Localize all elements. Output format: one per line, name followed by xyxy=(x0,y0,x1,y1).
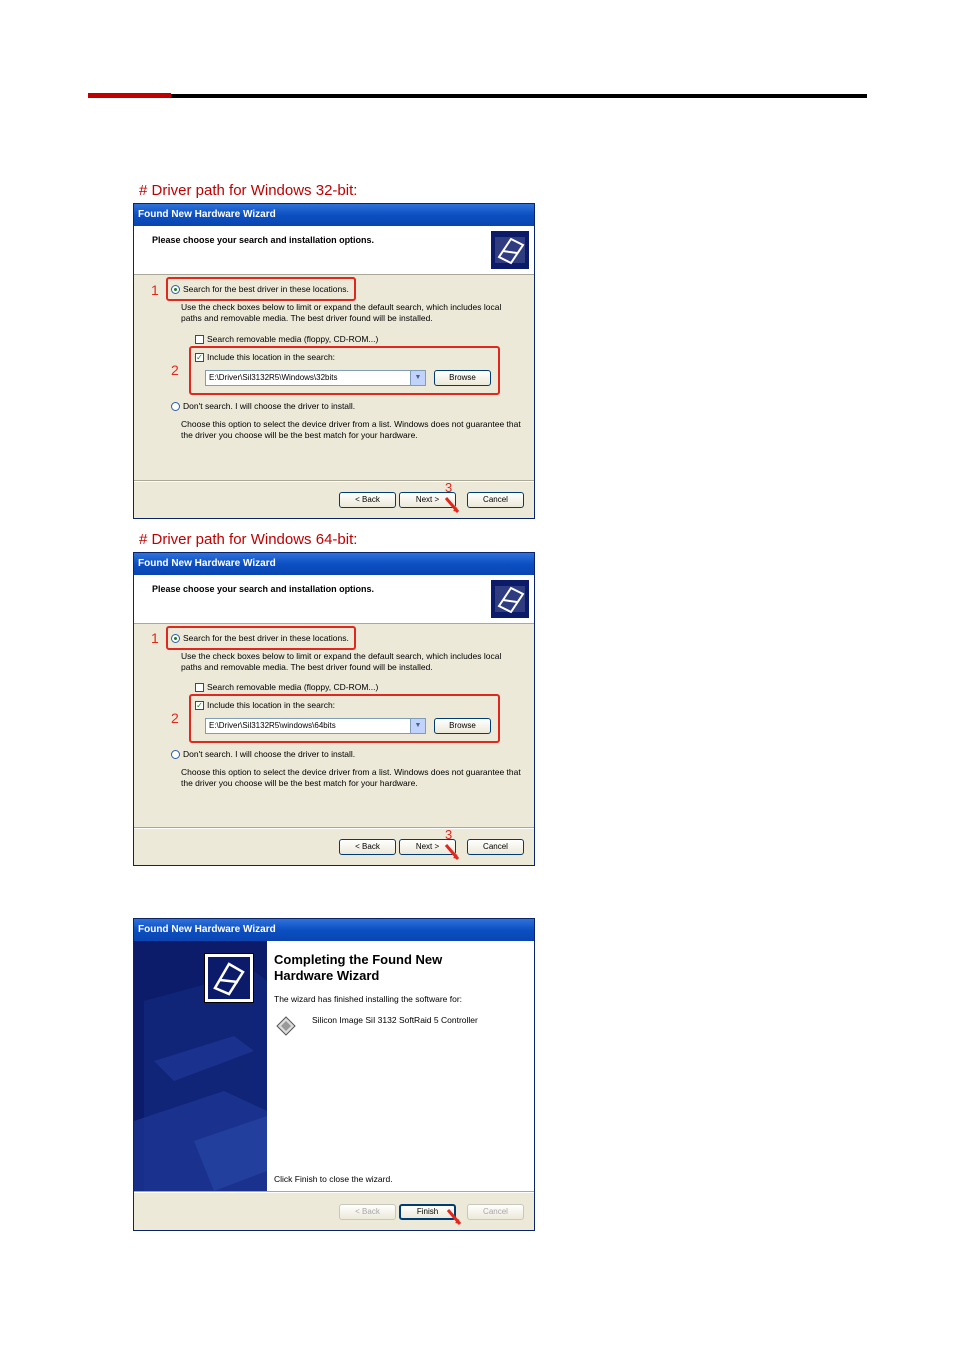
checkbox-include-location[interactable]: ✓ xyxy=(196,701,203,710)
pointer-arrow-icon xyxy=(444,496,460,516)
search-help-line-2: paths and removable media. The best driver found will be installed. xyxy=(181,313,433,323)
option-dont-search-label: Don't search. I will choose the driver to install. xyxy=(183,749,356,759)
wizard-completion-dialog xyxy=(133,918,535,1231)
chevron-down-icon[interactable]: ▼ xyxy=(410,371,425,385)
wizard-dialog-64bit xyxy=(133,552,535,866)
wizard-sidebar-graphic xyxy=(134,941,267,1191)
search-help-line-2: paths and removable media. The best driver found will be installed. xyxy=(181,662,433,672)
location-path-combo[interactable] xyxy=(205,370,426,386)
include-location-label: Include this location in the search: xyxy=(207,700,336,710)
cancel-button[interactable]: Cancel xyxy=(467,839,524,855)
completion-content xyxy=(267,941,534,1191)
dialog-titlebar[interactable]: Found New Hardware Wizard xyxy=(134,919,534,941)
dialog-titlebar[interactable]: Found New Hardware Wizard xyxy=(134,553,534,575)
pointer-arrow-icon xyxy=(444,843,460,863)
dialog-titlebar[interactable]: Found New Hardware Wizard xyxy=(134,204,534,226)
button-separator xyxy=(134,827,534,829)
back-button[interactable]: < Back xyxy=(339,492,396,508)
removable-media-label: Search removable media (floppy, CD-ROM...) xyxy=(207,682,379,692)
section-title-32bit: # Driver path for Windows 32-bit: xyxy=(139,182,358,199)
browse-button[interactable]: Browse xyxy=(434,370,491,386)
step-marker-3: 3 xyxy=(445,480,453,495)
completion-heading-line-1: Completing the Found New xyxy=(274,952,443,967)
chevron-down-icon[interactable]: ▼ xyxy=(410,719,425,733)
finished-text: The wizard has finished installing the software for: xyxy=(274,994,463,1004)
search-help-line-1: Use the check boxes below to limit or expand the default search, which includes local xyxy=(181,651,502,661)
radio-search-best[interactable] xyxy=(171,634,180,643)
checkbox-removable-media[interactable] xyxy=(195,683,204,692)
location-path-value: E:\Driver\Sil3132R5\windows\64bits xyxy=(209,721,336,730)
location-path-value: E:\Driver\Sil3132R5\Windows\32bits xyxy=(209,373,338,382)
step-marker-2: 2 xyxy=(171,710,179,726)
option-search-label: Search for the best driver in these locations. xyxy=(183,633,349,643)
dont-help-line-1: Choose this option to select the device driver from a list. Windows does not guarantee that xyxy=(181,767,521,777)
dont-help-line-1: Choose this option to select the device driver from a list. Windows does not guarantee that xyxy=(181,419,521,429)
dialog-banner xyxy=(134,575,534,624)
back-button[interactable]: < Back xyxy=(339,1204,396,1220)
close-instruction: Click Finish to close the wizard. xyxy=(274,1174,393,1184)
banner-heading: Please choose your search and installation options. xyxy=(152,584,375,594)
step-marker-1: 1 xyxy=(151,630,159,646)
step-marker-2: 2 xyxy=(171,362,179,378)
hardware-wizard-icon xyxy=(491,580,529,618)
search-help-line-1: Use the check boxes below to limit or expand the default search, which includes local xyxy=(181,302,502,312)
removable-media-label: Search removable media (floppy, CD-ROM...) xyxy=(207,334,379,344)
next-button[interactable]: Next > xyxy=(399,839,456,855)
finish-button[interactable]: Finish xyxy=(399,1204,456,1220)
include-location-label: Include this location in the search: xyxy=(207,352,336,362)
option-dont-search-label: Don't search. I will choose the driver to install. xyxy=(183,401,356,411)
step-marker-3: 3 xyxy=(445,827,453,842)
section-title-64bit: # Driver path for Windows 64-bit: xyxy=(139,531,358,548)
button-separator xyxy=(134,1191,534,1193)
banner-heading: Please choose your search and installation options. xyxy=(152,235,375,245)
dont-help-line-2: the driver you choose will be the best match for your hardware. xyxy=(181,430,418,440)
device-icon xyxy=(275,1015,297,1037)
step-marker-1: 1 xyxy=(151,282,159,298)
button-separator xyxy=(134,480,534,482)
header-rule-black xyxy=(171,94,867,98)
checkbox-removable-media[interactable] xyxy=(195,335,204,344)
dialog-banner xyxy=(134,226,534,275)
checkbox-include-location[interactable]: ✓ xyxy=(196,353,203,362)
radio-dont-search[interactable] xyxy=(171,402,180,411)
hardware-wizard-icon xyxy=(204,953,254,1003)
cancel-button[interactable]: Cancel xyxy=(467,1204,524,1220)
hardware-wizard-icon xyxy=(491,231,529,269)
browse-button[interactable]: Browse xyxy=(434,718,491,734)
dont-help-line-2: the driver you choose will be the best match for your hardware. xyxy=(181,778,418,788)
next-button[interactable]: Next > xyxy=(399,492,456,508)
cancel-button[interactable]: Cancel xyxy=(467,492,524,508)
option-search-label: Search for the best driver in these locations. xyxy=(183,284,349,294)
wizard-dialog-32bit xyxy=(133,203,535,519)
header-rule-red xyxy=(88,93,171,98)
back-button[interactable]: < Back xyxy=(339,839,396,855)
radio-search-best[interactable] xyxy=(171,285,180,294)
pointer-arrow-icon xyxy=(446,1208,462,1228)
radio-dont-search[interactable] xyxy=(171,750,180,759)
device-name: Silicon Image SiI 3132 SoftRaid 5 Controller xyxy=(312,1015,478,1025)
completion-heading-line-2: Hardware Wizard xyxy=(274,968,380,983)
location-path-combo[interactable] xyxy=(205,718,426,734)
